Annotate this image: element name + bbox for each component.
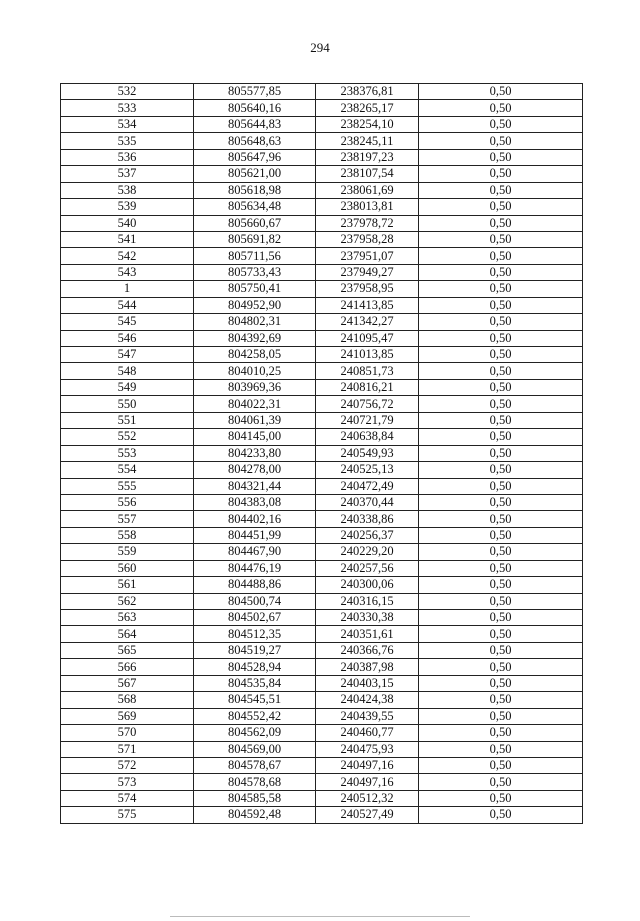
- x-coordinate-cell: 803969,36: [194, 379, 316, 395]
- error-value-cell: 0,50: [419, 675, 583, 691]
- error-value-cell: 0,50: [419, 116, 583, 132]
- point-number-cell: 535: [61, 133, 194, 149]
- point-number-cell: 557: [61, 511, 194, 527]
- error-value-cell: 0,50: [419, 281, 583, 297]
- y-coordinate-cell: 240472,49: [316, 478, 419, 494]
- y-coordinate-cell: 240439,55: [316, 708, 419, 724]
- x-coordinate-cell: 804392,69: [194, 330, 316, 346]
- error-value-cell: 0,50: [419, 626, 583, 642]
- x-coordinate-cell: 805621,00: [194, 166, 316, 182]
- x-coordinate-cell: 805733,43: [194, 264, 316, 280]
- y-coordinate-cell: 238254,10: [316, 116, 419, 132]
- table-row: [61, 741, 583, 757]
- table-row: [61, 807, 583, 823]
- point-number-cell: 575: [61, 807, 194, 823]
- y-coordinate-cell: 237949,27: [316, 264, 419, 280]
- y-coordinate-cell: 240756,72: [316, 396, 419, 412]
- x-coordinate-cell: 805577,85: [194, 84, 316, 100]
- point-number-cell: 545: [61, 314, 194, 330]
- table-row: [61, 544, 583, 560]
- error-value-cell: 0,50: [419, 199, 583, 215]
- error-value-cell: 0,50: [419, 264, 583, 280]
- point-number-cell: 550: [61, 396, 194, 412]
- error-value-cell: 0,50: [419, 610, 583, 626]
- y-coordinate-cell: 240387,98: [316, 659, 419, 675]
- table-row: [61, 527, 583, 543]
- table-row: [61, 215, 583, 231]
- x-coordinate-cell: 804502,67: [194, 610, 316, 626]
- error-value-cell: 0,50: [419, 100, 583, 116]
- error-value-cell: 0,50: [419, 379, 583, 395]
- point-number-cell: 553: [61, 445, 194, 461]
- table-row: [61, 133, 583, 149]
- y-coordinate-cell: 240316,15: [316, 593, 419, 609]
- x-coordinate-cell: 804010,25: [194, 363, 316, 379]
- table-row: [61, 264, 583, 280]
- x-coordinate-cell: 804022,31: [194, 396, 316, 412]
- point-number-cell: 543: [61, 264, 194, 280]
- y-coordinate-cell: 240229,20: [316, 544, 419, 560]
- table-row: [61, 281, 583, 297]
- y-coordinate-cell: 240497,16: [316, 757, 419, 773]
- x-coordinate-cell: 804383,08: [194, 494, 316, 510]
- point-number-cell: 551: [61, 412, 194, 428]
- x-coordinate-cell: 804512,35: [194, 626, 316, 642]
- error-value-cell: 0,50: [419, 527, 583, 543]
- error-value-cell: 0,50: [419, 577, 583, 593]
- table-row: [61, 248, 583, 264]
- error-value-cell: 0,50: [419, 314, 583, 330]
- table-row: [61, 626, 583, 642]
- error-value-cell: 0,50: [419, 363, 583, 379]
- table-row: [61, 725, 583, 741]
- table-row: [61, 708, 583, 724]
- y-coordinate-cell: 240300,06: [316, 577, 419, 593]
- table-row: [61, 445, 583, 461]
- error-value-cell: 0,50: [419, 478, 583, 494]
- table-row: [61, 478, 583, 494]
- coordinates-table-body: [61, 84, 583, 824]
- y-coordinate-cell: 240330,38: [316, 610, 419, 626]
- error-value-cell: 0,50: [419, 133, 583, 149]
- x-coordinate-cell: 804578,67: [194, 757, 316, 773]
- table-row: [61, 511, 583, 527]
- x-coordinate-cell: 804500,74: [194, 593, 316, 609]
- error-value-cell: 0,50: [419, 757, 583, 773]
- y-coordinate-cell: 240851,73: [316, 363, 419, 379]
- point-number-cell: 559: [61, 544, 194, 560]
- error-value-cell: 0,50: [419, 642, 583, 658]
- x-coordinate-cell: 805634,48: [194, 199, 316, 215]
- y-coordinate-cell: 241342,27: [316, 314, 419, 330]
- error-value-cell: 0,50: [419, 215, 583, 231]
- point-number-cell: 541: [61, 231, 194, 247]
- x-coordinate-cell: 804278,00: [194, 462, 316, 478]
- x-coordinate-cell: 805648,63: [194, 133, 316, 149]
- point-number-cell: 568: [61, 692, 194, 708]
- table-row: [61, 494, 583, 510]
- point-number-cell: 537: [61, 166, 194, 182]
- point-number-cell: 566: [61, 659, 194, 675]
- y-coordinate-cell: 240497,16: [316, 774, 419, 790]
- x-coordinate-cell: 804061,39: [194, 412, 316, 428]
- point-number-cell: 555: [61, 478, 194, 494]
- error-value-cell: 0,50: [419, 166, 583, 182]
- table-row: [61, 675, 583, 691]
- point-number-cell: 569: [61, 708, 194, 724]
- point-number-cell: 561: [61, 577, 194, 593]
- y-coordinate-cell: 238013,81: [316, 199, 419, 215]
- table-row: [61, 330, 583, 346]
- point-number-cell: 573: [61, 774, 194, 790]
- table-row: [61, 412, 583, 428]
- x-coordinate-cell: 805647,96: [194, 149, 316, 165]
- y-coordinate-cell: 240527,49: [316, 807, 419, 823]
- table-row: [61, 314, 583, 330]
- table-row: [61, 379, 583, 395]
- point-number-cell: 542: [61, 248, 194, 264]
- y-coordinate-cell: 238197,23: [316, 149, 419, 165]
- y-coordinate-cell: 240816,21: [316, 379, 419, 395]
- x-coordinate-cell: 804562,09: [194, 725, 316, 741]
- point-number-cell: 552: [61, 429, 194, 445]
- y-coordinate-cell: 240460,77: [316, 725, 419, 741]
- x-coordinate-cell: 804585,58: [194, 790, 316, 806]
- table-row: [61, 577, 583, 593]
- point-number-cell: 538: [61, 182, 194, 198]
- error-value-cell: 0,50: [419, 790, 583, 806]
- error-value-cell: 0,50: [419, 659, 583, 675]
- x-coordinate-cell: 805644,83: [194, 116, 316, 132]
- x-coordinate-cell: 804569,00: [194, 741, 316, 757]
- x-coordinate-cell: 804519,27: [194, 642, 316, 658]
- error-value-cell: 0,50: [419, 511, 583, 527]
- y-coordinate-cell: 240403,15: [316, 675, 419, 691]
- x-coordinate-cell: 805618,98: [194, 182, 316, 198]
- x-coordinate-cell: 805691,82: [194, 231, 316, 247]
- error-value-cell: 0,50: [419, 807, 583, 823]
- y-coordinate-cell: 237951,07: [316, 248, 419, 264]
- point-number-cell: 539: [61, 199, 194, 215]
- table-row: [61, 166, 583, 182]
- x-coordinate-cell: 804233,80: [194, 445, 316, 461]
- x-coordinate-cell: 804545,51: [194, 692, 316, 708]
- y-coordinate-cell: 240338,86: [316, 511, 419, 527]
- error-value-cell: 0,50: [419, 708, 583, 724]
- error-value-cell: 0,50: [419, 182, 583, 198]
- y-coordinate-cell: 240721,79: [316, 412, 419, 428]
- error-value-cell: 0,50: [419, 462, 583, 478]
- y-coordinate-cell: 240370,44: [316, 494, 419, 510]
- error-value-cell: 0,50: [419, 725, 583, 741]
- point-number-cell: 558: [61, 527, 194, 543]
- y-coordinate-cell: 240525,13: [316, 462, 419, 478]
- error-value-cell: 0,50: [419, 774, 583, 790]
- y-coordinate-cell: 241095,47: [316, 330, 419, 346]
- y-coordinate-cell: 240256,37: [316, 527, 419, 543]
- error-value-cell: 0,50: [419, 412, 583, 428]
- error-value-cell: 0,50: [419, 429, 583, 445]
- x-coordinate-cell: 804952,90: [194, 297, 316, 313]
- point-number-cell: 564: [61, 626, 194, 642]
- error-value-cell: 0,50: [419, 297, 583, 313]
- x-coordinate-cell: 805750,41: [194, 281, 316, 297]
- point-number-cell: 548: [61, 363, 194, 379]
- point-number-cell: 544: [61, 297, 194, 313]
- x-coordinate-cell: 804535,84: [194, 675, 316, 691]
- table-row: [61, 396, 583, 412]
- y-coordinate-cell: 238265,17: [316, 100, 419, 116]
- point-number-cell: 536: [61, 149, 194, 165]
- y-coordinate-cell: 241413,85: [316, 297, 419, 313]
- table-row: [61, 560, 583, 576]
- table-row: [61, 774, 583, 790]
- point-number-cell: 563: [61, 610, 194, 626]
- point-number-cell: 549: [61, 379, 194, 395]
- table-row: [61, 297, 583, 313]
- table-row: [61, 116, 583, 132]
- y-coordinate-cell: 240351,61: [316, 626, 419, 642]
- y-coordinate-cell: 240475,93: [316, 741, 419, 757]
- y-coordinate-cell: 240257,56: [316, 560, 419, 576]
- y-coordinate-cell: 240549,93: [316, 445, 419, 461]
- point-number-cell: 534: [61, 116, 194, 132]
- y-coordinate-cell: 238376,81: [316, 84, 419, 100]
- table-row: [61, 462, 583, 478]
- point-number-cell: 533: [61, 100, 194, 116]
- x-coordinate-cell: 805640,16: [194, 100, 316, 116]
- error-value-cell: 0,50: [419, 248, 583, 264]
- y-coordinate-cell: 240424,38: [316, 692, 419, 708]
- table-row: [61, 790, 583, 806]
- x-coordinate-cell: 804802,31: [194, 314, 316, 330]
- y-coordinate-cell: 237958,28: [316, 231, 419, 247]
- x-coordinate-cell: 804528,94: [194, 659, 316, 675]
- point-number-cell: 574: [61, 790, 194, 806]
- table-row: [61, 199, 583, 215]
- error-value-cell: 0,50: [419, 84, 583, 100]
- point-number-cell: 556: [61, 494, 194, 510]
- x-coordinate-cell: 804321,44: [194, 478, 316, 494]
- table-row: [61, 84, 583, 100]
- point-number-cell: 565: [61, 642, 194, 658]
- y-coordinate-cell: 238245,11: [316, 133, 419, 149]
- y-coordinate-cell: 240512,32: [316, 790, 419, 806]
- point-number-cell: 562: [61, 593, 194, 609]
- point-number-cell: 570: [61, 725, 194, 741]
- page-number: 294: [310, 40, 330, 55]
- point-number-cell: 547: [61, 347, 194, 363]
- x-coordinate-cell: 804476,19: [194, 560, 316, 576]
- table-row: [61, 429, 583, 445]
- error-value-cell: 0,50: [419, 544, 583, 560]
- x-coordinate-cell: 804402,16: [194, 511, 316, 527]
- table-row: [61, 692, 583, 708]
- point-number-cell: 572: [61, 757, 194, 773]
- table-row: [61, 363, 583, 379]
- coordinates-table: [60, 83, 583, 824]
- y-coordinate-cell: 241013,85: [316, 347, 419, 363]
- point-number-cell: 532: [61, 84, 194, 100]
- table-row: [61, 231, 583, 247]
- point-number-cell: 540: [61, 215, 194, 231]
- x-coordinate-cell: 804592,48: [194, 807, 316, 823]
- error-value-cell: 0,50: [419, 396, 583, 412]
- table-row: [61, 182, 583, 198]
- point-number-cell: 560: [61, 560, 194, 576]
- error-value-cell: 0,50: [419, 347, 583, 363]
- table-row: [61, 347, 583, 363]
- error-value-cell: 0,50: [419, 231, 583, 247]
- y-coordinate-cell: 238107,54: [316, 166, 419, 182]
- error-value-cell: 0,50: [419, 560, 583, 576]
- bottom-divider: [170, 916, 470, 917]
- point-number-cell: 567: [61, 675, 194, 691]
- y-coordinate-cell: 238061,69: [316, 182, 419, 198]
- error-value-cell: 0,50: [419, 445, 583, 461]
- table-row: [61, 593, 583, 609]
- error-value-cell: 0,50: [419, 149, 583, 165]
- table-row: [61, 642, 583, 658]
- table-row: [61, 149, 583, 165]
- x-coordinate-cell: 805660,67: [194, 215, 316, 231]
- x-coordinate-cell: 804145,00: [194, 429, 316, 445]
- x-coordinate-cell: 804451,99: [194, 527, 316, 543]
- table-row: [61, 610, 583, 626]
- y-coordinate-cell: 240366,76: [316, 642, 419, 658]
- y-coordinate-cell: 237958,95: [316, 281, 419, 297]
- y-coordinate-cell: 240638,84: [316, 429, 419, 445]
- error-value-cell: 0,50: [419, 593, 583, 609]
- table-row: [61, 659, 583, 675]
- point-number-cell: 571: [61, 741, 194, 757]
- error-value-cell: 0,50: [419, 692, 583, 708]
- error-value-cell: 0,50: [419, 494, 583, 510]
- x-coordinate-cell: 804467,90: [194, 544, 316, 560]
- point-number-cell: 546: [61, 330, 194, 346]
- y-coordinate-cell: 237978,72: [316, 215, 419, 231]
- point-number-cell: 1: [61, 281, 194, 297]
- x-coordinate-cell: 805711,56: [194, 248, 316, 264]
- table-row: [61, 100, 583, 116]
- error-value-cell: 0,50: [419, 330, 583, 346]
- table-row: [61, 757, 583, 773]
- x-coordinate-cell: 804552,42: [194, 708, 316, 724]
- x-coordinate-cell: 804578,68: [194, 774, 316, 790]
- x-coordinate-cell: 804488,86: [194, 577, 316, 593]
- point-number-cell: 554: [61, 462, 194, 478]
- x-coordinate-cell: 804258,05: [194, 347, 316, 363]
- error-value-cell: 0,50: [419, 741, 583, 757]
